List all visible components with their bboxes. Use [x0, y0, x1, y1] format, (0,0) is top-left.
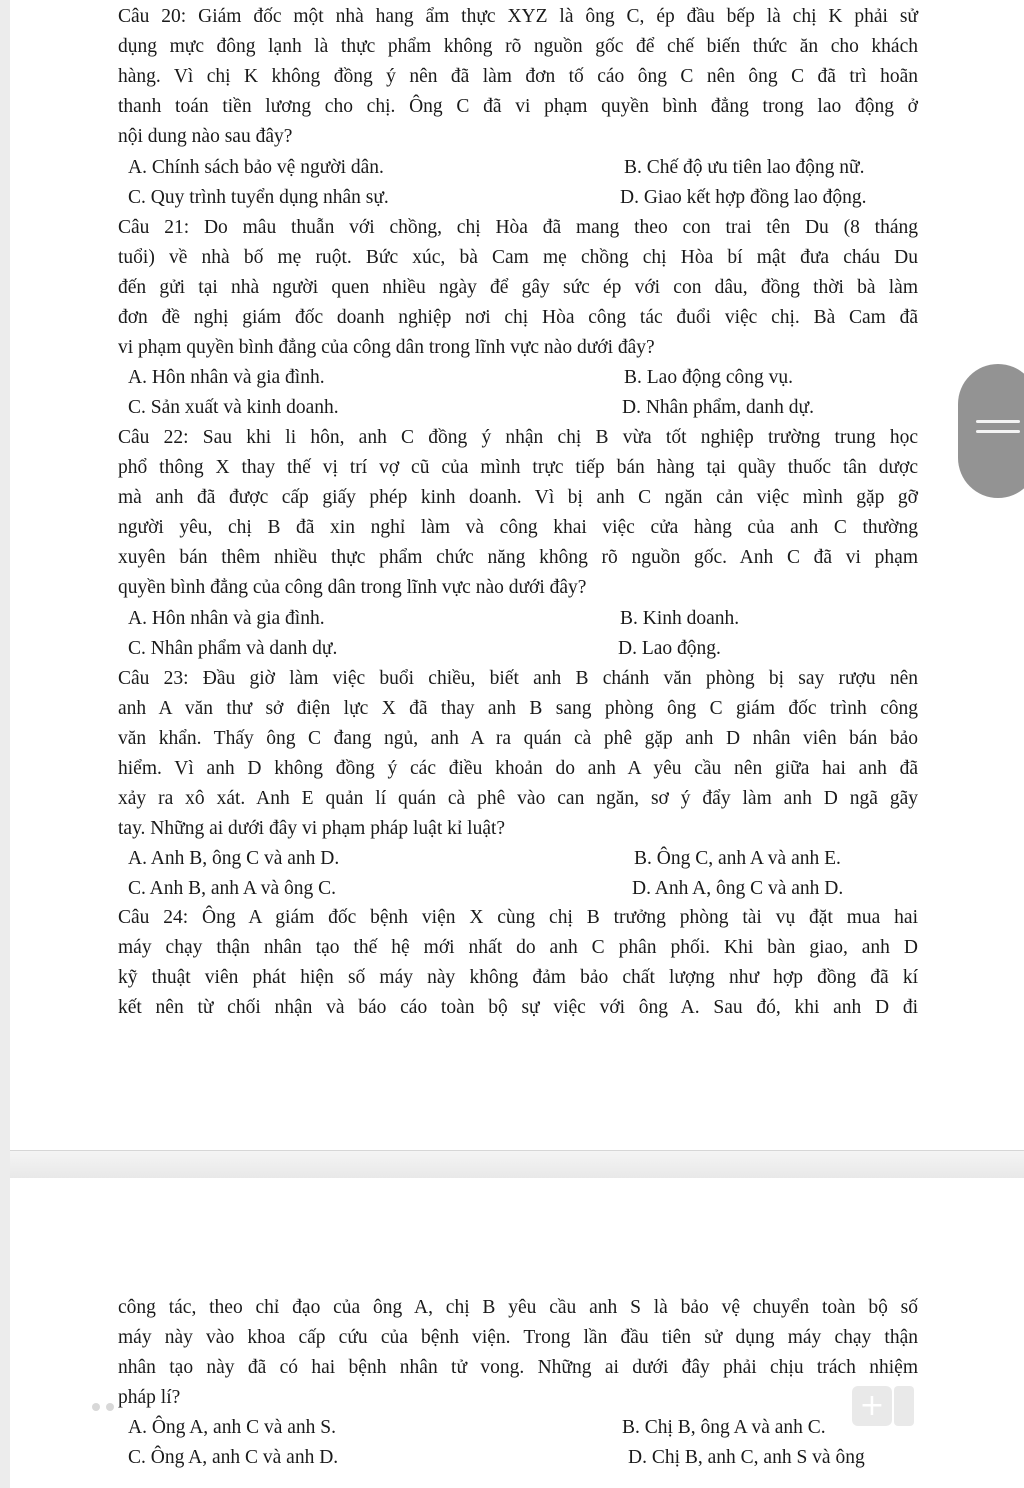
answer-option-c: C. Nhân phẩm và danh dự.: [128, 638, 338, 659]
answer-option-b: B. Lao động công vụ.: [624, 367, 793, 388]
text-line: vi phạm quyền bình đẳng của công dân trong lĩnh vực nào dưới đây?: [118, 337, 655, 358]
answer-option-a: A. Hôn nhân và gia đình.: [128, 608, 325, 629]
answer-option-c: C. Ông A, anh C và anh D.: [128, 1447, 339, 1468]
text-line: văn khẩn. Thấy ông C đang ngủ, anh A ra quán cà phê gặp anh D nhân viên bán bảo: [118, 728, 918, 749]
text-line: kỹ thuật viên phát hiện số máy này không đảm bảo chất lượng như hợp đồng đã kí: [118, 967, 918, 988]
text-line: kết nên từ chối nhận và báo cáo toàn bộ sự việc với ông A. Sau đó, khi anh D đi: [118, 997, 918, 1018]
answer-option-b: B. Chế độ ưu tiên lao động nữ.: [624, 157, 865, 178]
text-line: phổ thông X thay thế vị trí vợ cũ của mình trực tiếp bán hàng tại quầy thuốc tân dược: [118, 457, 918, 478]
text-line: đến gửi tại nhà người quen nhiều ngày để gây sức ép với con dâu, đồng thời bà làm: [118, 277, 918, 298]
grip-line: [976, 420, 1020, 423]
answer-option-d: D. Giao kết hợp đồng lao động.: [620, 187, 867, 208]
scroll-handle-icon[interactable]: [958, 364, 1024, 498]
text-line: thanh toán tiền lương cho chị. Ông C đã vi phạm quyền bình đẳng trong lao động ở: [118, 96, 918, 117]
answer-option-a: A. Chính sách bảo vệ người dân.: [128, 157, 384, 178]
answer-option-c: C. Quy trình tuyển dụng nhân sự.: [128, 187, 389, 208]
text-line: hiểm. Vì anh D không đồng ý các điều khoản do anh A yêu cầu nên giữa hai anh đã: [118, 758, 918, 779]
text-line: pháp lí?: [118, 1387, 181, 1408]
plus-icon[interactable]: +: [852, 1386, 892, 1426]
text-line: quyền bình đẳng của công dân trong lĩnh vực nào dưới đây?: [118, 577, 587, 598]
text-line: mà anh đã được cấp giấy phép kinh doanh. Vì bị anh C ngăn cản việc mình gặp gỡ: [118, 487, 918, 508]
text-line: nhân tạo này đã có hai bệnh nhân tử vong. Những ai dưới đây phải chịu trách nhiệm: [118, 1357, 918, 1378]
text-line: máy chạy thận nhân tạo thế hệ mới nhất do anh C phân phối. Khi bàn giao, anh D: [118, 937, 918, 958]
answer-option-d: D. Lao động.: [618, 638, 721, 659]
answer-option-d: D. Nhân phẩm, danh dự.: [622, 397, 814, 418]
text-line: Câu 21: Do mâu thuẫn với chồng, chị Hòa đã mang theo con trai tên Du (8 tháng: [118, 217, 918, 238]
text-line: nội dung nào sau đây?: [118, 126, 293, 147]
panel-icon[interactable]: [894, 1386, 914, 1426]
text-line: tuổi) về nhà bố mẹ ruột. Bức xúc, bà Cam mẹ chồng chị Hòa bí mật đưa cháu Du: [118, 247, 918, 268]
text-line: xảy ra xô xát. Anh E quản lí quán cà phê vào can ngăn, sơ ý đẩy làm anh D ngã gãy: [118, 788, 918, 809]
text-line: công tác, theo chỉ đạo của ông A, chị B yêu cầu anh S là bảo vệ chuyển toàn bộ số: [118, 1297, 918, 1318]
answer-option-a: A. Anh B, ông C và anh D.: [128, 848, 340, 869]
dot: [92, 1403, 100, 1411]
page-dots-indicator: [92, 1398, 120, 1416]
text-line: người yêu, chị B đã xin nghỉ làm và công khai việc cửa hàng của anh C thường: [118, 517, 918, 538]
text-line: máy này vào khoa cấp cứu của bệnh viện. Trong lần đầu tiên sử dụng máy chạy thận: [118, 1327, 918, 1348]
answer-option-b: B. Ông C, anh A và anh E.: [634, 848, 841, 869]
answer-option-c: C. Anh B, anh A và ông C.: [128, 878, 337, 899]
answer-option-d: D. Anh A, ông C và anh D.: [632, 878, 844, 899]
text-line: Câu 24: Ông A giám đốc bệnh viện X cùng chị B trưởng phòng tài vụ đặt mua hai: [118, 907, 918, 928]
answer-option-d: D. Chị B, anh C, anh S và ông: [628, 1447, 865, 1468]
page-separator: [10, 1150, 1024, 1180]
answer-option-a: A. Hôn nhân và gia đình.: [128, 367, 325, 388]
answer-option-b: B. Kinh doanh.: [620, 608, 740, 629]
text-line: hàng. Vì chị K không đồng ý nên đã làm đơn tố cáo ông C nên ông C đã trì hoãn: [118, 66, 918, 87]
text-line: dụng mực đông lạnh là thực phẩm không rõ nguồn gốc để chế biến thức ăn cho khách: [118, 36, 918, 57]
answer-option-c: C. Sản xuất và kinh doanh.: [128, 397, 339, 418]
dot: [106, 1403, 114, 1411]
text-line: Câu 20: Giám đốc một nhà hang ẩm thực XYZ là ông C, ép đầu bếp là chị K phải sử: [118, 6, 918, 27]
answer-option-b: B. Chị B, ông A và anh C.: [622, 1417, 826, 1438]
text-line: Câu 23: Đầu giờ làm việc buổi chiều, biết anh B chánh văn phòng bị say rượu nên: [118, 668, 918, 689]
text-line: xuyên bán thêm nhiều thực phẩm chức năng không rõ nguồn gốc. Anh C đã vi phạm: [118, 547, 918, 568]
grip-line: [976, 430, 1020, 433]
text-line: đơn đề nghị giám đốc doanh nghiệp nơi chị Hòa công tác đuổi việc chị. Bà Cam đã: [118, 307, 918, 328]
text-line: anh A văn thư sở điện lực X đã thay anh B sang phòng ông C giám đốc trình công: [118, 698, 918, 719]
answer-option-a: A. Ông A, anh C và anh S.: [128, 1417, 336, 1438]
text-line: tay. Những ai dưới đây vi phạm pháp luật kỉ luật?: [118, 818, 506, 839]
text-line: Câu 22: Sau khi li hôn, anh C đồng ý nhận chị B vừa tốt nghiệp trường trung học: [118, 427, 918, 448]
